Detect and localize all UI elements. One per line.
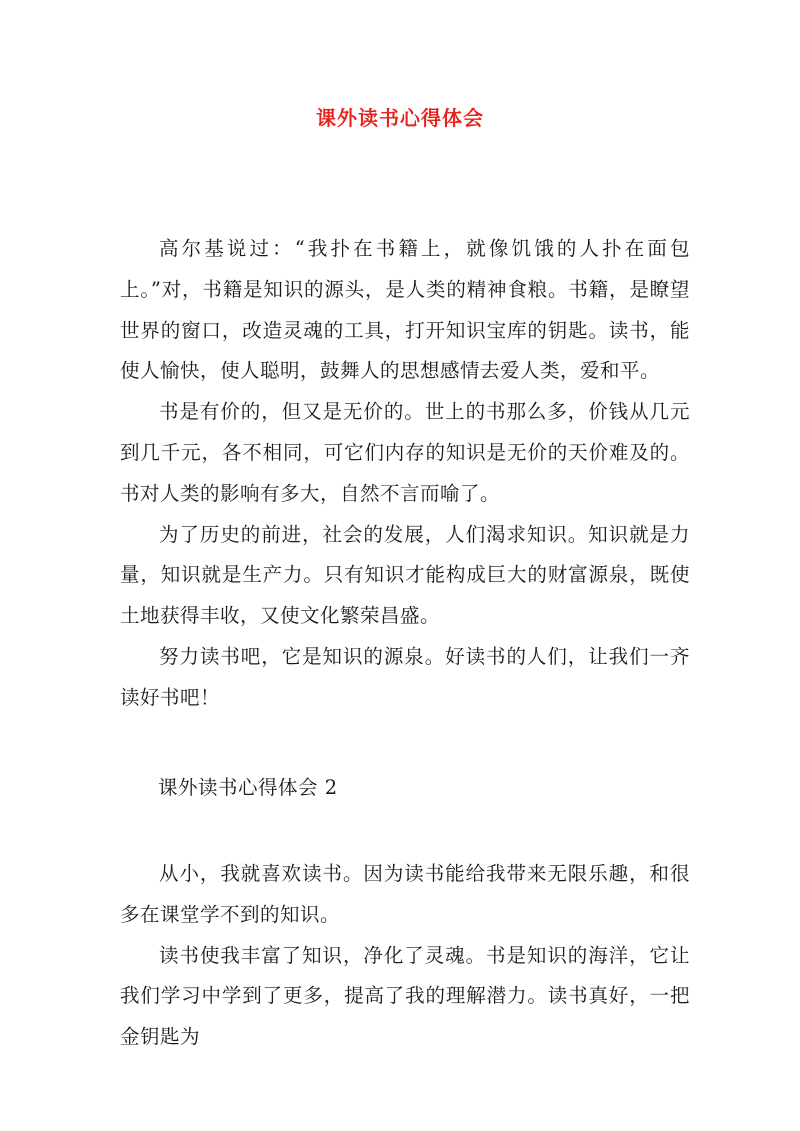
paragraph: 为了历史的前进，社会的发展，人们渴求知识。知识就是力量，知识就是生产力。只有知识才能构成巨大的财富源泉，既使土地获得丰收，又使文化繁荣昌盛。 <box>120 522 690 628</box>
section-2-heading: 课外读书心得体会 2 <box>158 776 338 799</box>
paragraph: 读书使我丰富了知识，净化了灵魂。书是知识的海洋，它让我们学习中学到了更多，提高了我的理解潜力。读书真好，一把金钥匙为 <box>120 943 690 1049</box>
paragraph: 高尔基说过：“我扑在书籍上，就像饥饿的人扑在面包上。”对，书籍是知识的源头，是人类的精神食粮。书籍，是瞭望世界的窗口，改造灵魂的工具，打开知识宝库的钥匙。读书，能使人愉快，使人聪明，鼓舞人的思想感情去爱人类，爱和平。 <box>120 237 690 383</box>
section-1-body <box>120 229 690 719</box>
paragraph: 书是有价的，但又是无价的。世上的书那么多，价钱从几元到几千元，各不相同，可它们内存的知识是无价的天价难及的。书对人类的影响有多大，自然不言而喻了。 <box>120 400 690 505</box>
paragraph: 努力读书吧，它是知识的源泉。好读书的人们，让我们一齐读好书吧！ <box>120 644 690 709</box>
section-2-body <box>120 854 690 1058</box>
document-title: 课外读书心得体会 <box>316 106 484 130</box>
paragraph: 从小，我就喜欢读书。因为读书能给我带来无限乐趣，和很多在课堂学不到的知识。 <box>120 862 690 926</box>
